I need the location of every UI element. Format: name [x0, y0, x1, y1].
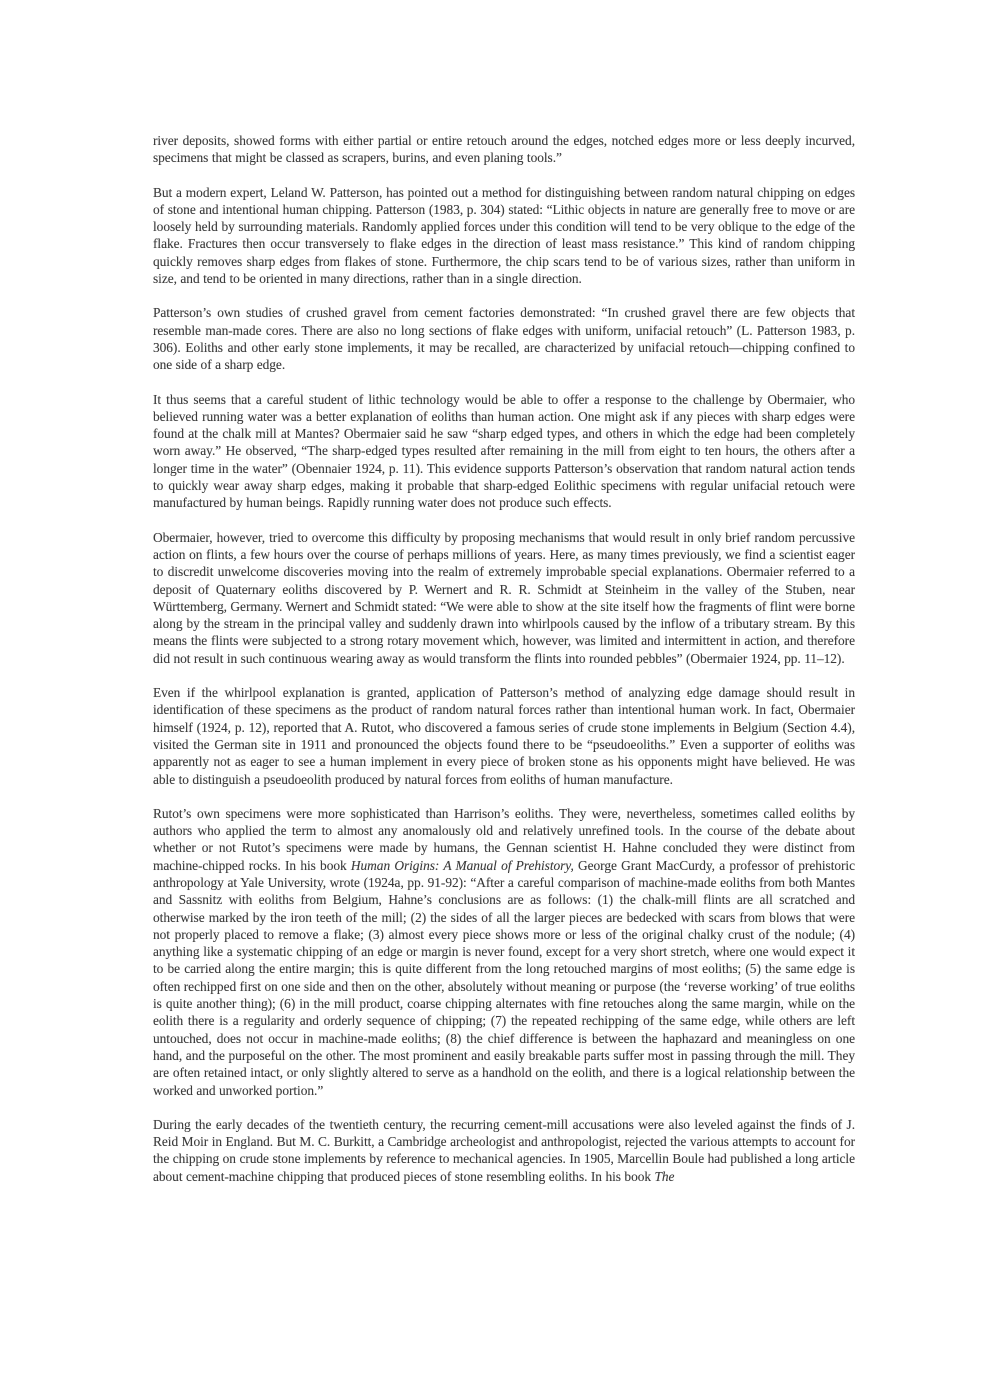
text-segment: river deposits, showed forms with either partial or entire retouch around the edges, notched edges more or less deeply incurved, specimens that might be classed as scrapers, burins, and even planing tools.” — [153, 133, 855, 166]
text-segment: It thus seems that a careful student of lithic technology would be able to offer a response to the challenge by Obermaier, who believed running water was a better explanation of eoliths than human action. One might ask if any pieces with sharp edges were found at the chalk mill at Mantes? Obermaier said he saw “sharp edged types, and others in which the edge had been completely worn away.” He observed, “The sharp-edged types resulted after remaining in the mill from eight to ten hours, the others after a longer time in the water” (Obennaier 1924, p. 11). This evidence supports Patterson’s observation that random natural action tends to quickly wear away sharp edges, making it probable that sharp-edged Eolithic specimens with regular unifacial retouch were manufactured by human beings. Rapidly running water does not produce such effects. — [153, 391, 855, 511]
paragraph-1 — [153, 132, 855, 167]
text-block — [153, 132, 855, 1202]
text-segment: Obermaier, however, tried to overcome this difficulty by proposing mechanisms that would result in only brief random percussive action on flints, a few hours over the course of perhaps millions of years. Here, as many times previously, we find a scientist eager to discredit unwelcome discoveries moving into the realm of extremely improbable special explanations. Obermaier referred to a deposit of Quaternary eoliths discovered by P. Wernert and R. R. Schmidt at Steinheim in the valley of the Stuben, near Württemberg, Germany. Wernert and Schmidt stated: “We were able to show at the site itself how the fragments of flint were borne along by the stream in the principal valley and suddenly drawn into whirlpools caused by the inflow of a tributary stream. By this means the flints were subjected to a strong rotary movement which, however, was limited and intermittent in action, and therefore did not result in such continuous wearing away as would transform the flints into rounded pebbles” (Obermaier 1924, pp. 11–12). — [153, 529, 855, 666]
paragraph-2 — [153, 184, 855, 288]
book-title-italic: Human Origins: A Manual of Prehistory, — [350, 857, 574, 873]
text-segment: George Grant MacCurdy, a professor of prehistoric anthropology at Yale University, wrote (1924a, pp. 91-92): “After a careful comparison of machine-made eoliths from both Mantes and Sassnitz with eoliths from Belgium, Hahne’s conclusions are as follows: (1) the chalk-mill flints are all scratched and otherwise marked by the iron teeth of the mill; (2) the sides of all the larger pieces are bedecked with scars from blows that were not properly placed to remove a flake; (3) almost every piece shows more or less of the original chalky crust of the nodule; (4) anything like a systematic chipping of an edge or margin is never found, except for a very short stretch, where one would expect it to be carried along the entire margin; this is quite different from the long retouched margins of most eoliths; (5) the same edge is often rechipped first on one side and then on the other, absolutely without meaning or purpose (the ‘reverse working’ of true eoliths is quite another thing); (6) in the mill product, coarse chipping alternates with fine retouches along the same margin, while on the eolith there is a regularity and orderly sequence of chipping; (7) the repeated rechipping of the same edge, while others are left untouched, does not occur in machine-made eoliths; (8) the chief difference is between the haphazard and meaningless on one hand, and the purposeful on the other. The most prominent and easily breakable parts suffer most in passing through the mill. They are often retained intact, or only slightly altered to serve as a handhold on the eolith, and there is a logical relationship between the worked and unworked portion.” — [153, 857, 855, 1098]
book-title-italic: The — [654, 1168, 675, 1184]
text-segment: But a modern expert, Leland W. Patterson, has pointed out a method for distinguishing between random natural chipping on edges of stone and intentional human chipping. Patterson (1983, p. 304) stated: “Lithic objects in nature are generally free to move or are loosely held by surrounding materials. Randomly applied forces under this condition will tend to be very oblique to the edge of the flake. Fractures then occur transversely to flake edges in the direction of least mass resistance.” This kind of random chipping quickly removes sharp edges from flakes of stone. Furthermore, the chip scars tend to be of various sizes, rather than uniform in size, and tend to be oriented in many directions, rather than in a single direction. — [153, 184, 855, 287]
paragraph-4 — [153, 391, 855, 512]
paragraph-3 — [153, 304, 855, 373]
paragraph-5 — [153, 529, 855, 667]
text-segment: Patterson’s own studies of crushed gravel from cement factories demonstrated: “In crushed gravel there are few objects that resemble man-made cores. There are also no long sections of flake edges with uniform, unifacial retouch” (L. Patterson 1983, p. 306). Eoliths and other early stone implements, it may be recalled, are characterized by unifacial retouch—chipping confined to one side of a sharp edge. — [153, 305, 855, 373]
text-segment: Even if the whirlpool explanation is granted, application of Patterson’s method of analyzing edge damage should result in identification of these specimens as the product of random natural forces rather than intentional human work. In fact, Obermaier himself (1924, p. 12), reported that A. Rutot, who discovered a famous series of crude stone implements in Belgium (Section 4.4), visited the German site in 1911 and pronounced the objects found there to be “pseudoeoliths.” Even a supporter of eoliths was apparently not as eager to see a human implement in every piece of broken stone as his opponents might have believed. He was able to distinguish a pseudoeolith produced by natural forces from eoliths of human manufacture. — [153, 685, 855, 787]
paragraph-8 — [153, 1116, 855, 1185]
text-segment: During the early decades of the twentieth century, the recurring cement-mill accusations were also leveled against the finds of J. Reid Moir in England. But M. C. Burkitt, a Cambridge archeologist and anthropologist, rejected the various attempts to account for the chipping on crude stone implements by reference to mechanical agencies. In 1905, Marcellin Boule had published a long article about cement-machine chipping that produced pieces of stone resembling eoliths. In his book — [153, 1116, 855, 1184]
paragraph-6 — [153, 684, 855, 788]
paragraph-7 — [153, 805, 855, 1099]
text-segment: Rutot’s own specimens were more sophisticated than Harrison’s eoliths. They were, nevertheless, sometimes called eoliths by authors who applied the term to almost any anomalously old and relatively unrefined tools. In the course of the debate about whether or not Rutot’s specimens were made by humans, the Gennan scientist H. Hahne concluded they were distinct from machine-chipped rocks. In his book — [153, 805, 855, 873]
